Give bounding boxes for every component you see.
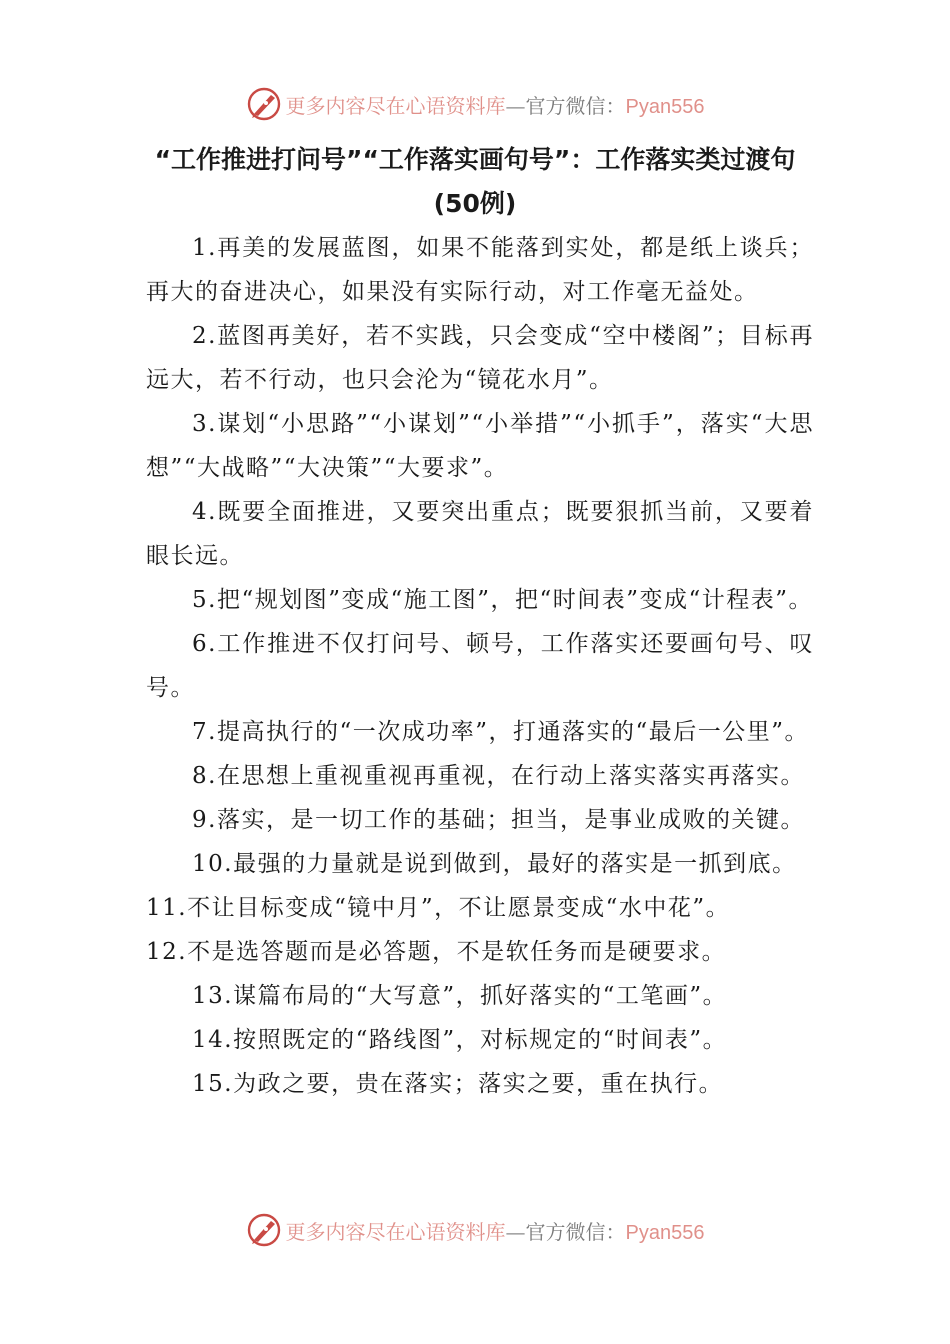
pen-logo-icon <box>246 1212 282 1248</box>
watermark-text <box>286 90 705 119</box>
watermark-brand: 更多内容尽在心语资料库 <box>285 1219 506 1244</box>
watermark-banner-bottom <box>0 1210 950 1250</box>
watermark-wechat-id: Pyan556 <box>625 95 705 118</box>
list-item: 12.不是选答题而是必答题，不是软任务而是硬要求。 <box>146 939 727 965</box>
watermark-brand: 更多内容尽在心语资料库 <box>285 93 506 118</box>
watermark-wechat-label: 官方微信： <box>525 1219 626 1244</box>
list-item: 13.谋篇布局的“大写意”，抓好落实的“工笔画”。 <box>192 983 728 1009</box>
list-item: 15.为政之要，贵在落实；落实之要，重在执行。 <box>192 1071 724 1097</box>
list-item: 14.按照既定的“路线图”，对标规定的“时间表”。 <box>192 1027 728 1053</box>
list-item: 4.既要全面推进，又要突出重点；既要狠抓当前，又要着眼长远。 <box>146 499 814 569</box>
watermark-separator: — <box>505 1219 526 1244</box>
document-body <box>146 226 814 1106</box>
document-title: “工作推进打问号”“工作落实画句号”：工作落实类过渡句(50例) <box>154 145 796 218</box>
watermark-banner-top <box>0 84 950 124</box>
list-item: 6.工作推进不仅打问号、顿号，工作落实还要画句号、叹号。 <box>146 631 814 701</box>
watermark-text <box>286 1216 705 1245</box>
list-item: 9.落实，是一切工作的基础；担当，是事业成败的关键。 <box>192 807 805 833</box>
watermark-separator: — <box>505 93 526 118</box>
watermark-wechat-label: 官方微信： <box>525 93 626 118</box>
list-item: 5.把“规划图”变成“施工图”，把“时间表”变成“计程表”。 <box>192 587 814 613</box>
watermark-wechat-id: Pyan556 <box>625 1221 705 1244</box>
list-item: 7.提高执行的“一次成功率”，打通落实的“最后一公里”。 <box>192 719 809 745</box>
list-item: 3.谋划“小思路”“小谋划”“小举措”“小抓手”，落实“大思想”“大战略”“大决策”“大要求”。 <box>146 411 814 481</box>
list-item: 10.最强的力量就是说到做到，最好的落实是一抓到底。 <box>192 851 797 877</box>
list-item: 8.在思想上重视重视再重视，在行动上落实落实再落实。 <box>192 763 805 789</box>
list-item: 2.蓝图再美好，若不实践，只会变成“空中楼阁”；目标再远大，若不行动，也只会沦为“镜花水月”。 <box>146 323 814 393</box>
list-item: 1.再美的发展蓝图，如果不能落到实处，都是纸上谈兵；再大的奋进决心，如果没有实际行动，对工作毫无益处。 <box>146 235 814 305</box>
pen-logo-icon <box>246 86 282 122</box>
list-item: 11.不让目标变成“镜中月”，不让愿景变成“水中花”。 <box>146 895 731 921</box>
